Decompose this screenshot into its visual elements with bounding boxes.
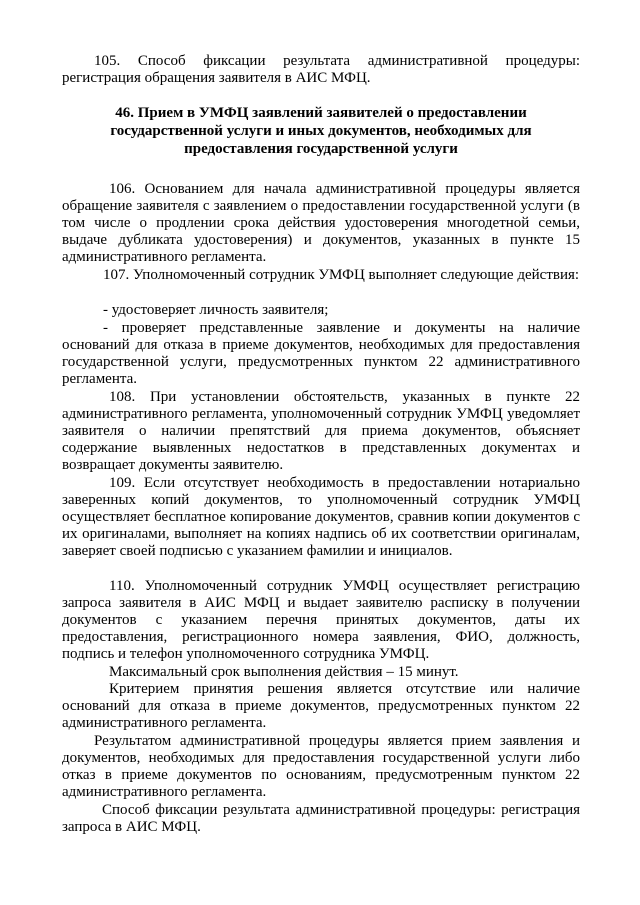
paragraph-106: 106. Основанием для начала административной процедуры является обращение заявителя с заявлением о предоставлении государственной услуги (в том числе о продлении срока действия удостоверения многодетной семьи, выдаче дубликата удостоверения) и документов, указанных в пункте 15 административного регламента.	[62, 181, 580, 266]
result-text: Результатом административной процедуры является прием заявления и документов, необходимых для предоставления государственной услуги либо отказ в приеме документов по основаниям, предусмотренным пунктом 22 административного регламента.	[62, 733, 580, 801]
paragraph-110: 110. Уполномоченный сотрудник УМФЦ осуществляет регистрацию запроса заявителя в АИС МФЦ и выдает заявителю расписку в получении документов с указанием перечня принятых документов, даты их предоставления, регистрационного номера заявления, ФИО, должность, подпись и телефон уполномоченного сотрудника УМФЦ.	[62, 578, 580, 663]
paragraph-108: 108. При установлении обстоятельств, указанных в пункте 22 административного регламента, уполномоченный сотрудник УМФЦ уведомляет заявителя о наличии препятствий для приема документов, объясняет содержание выявленных недостатков в представленных документах и возвращает документы заявителю.	[62, 389, 580, 474]
paragraph-109: 109. Если отсутствует необходимость в предоставлении нотариально заверенных копий документов, то уполномоченный сотрудник УМФЦ осуществляет бесплатное копирование документов, сравнив копии документов с их оригиналами, выполняет на копиях надпись об их соответствии оригиналам, заверяет своей подписью с указанием фамилии и инициалов.	[62, 475, 580, 560]
max-time-text: Максимальный срок выполнения действия – 15 минут.	[109, 664, 459, 680]
paragraph-107: 107. Уполномоченный сотрудник УМФЦ выполняет следующие действия:	[103, 267, 580, 283]
section-heading-46: 46. Прием в УМФЦ заявлений заявителей о предоставлении государственной услуги и иных документов, необходимых для предоставления государственной услуги	[110, 105, 532, 157]
fixation-text: Способ фиксации результата административной процедуры: регистрация запроса в АИС МФЦ.	[62, 802, 580, 836]
paragraph-105: 105. Способ фиксации результата административной процедуры: регистрация обращения заявителя в АИС МФЦ.	[62, 53, 580, 87]
criterion-text: Критерием принятия решения является отсутствие или наличие оснований для отказа в приеме документов, предусмотренных пунктом 22 административного регламента.	[62, 681, 580, 732]
list-item-check-documents: - проверяет представленные заявление и документы на наличие оснований для отказа в приеме документов, необходимых для предоставления государственной услуги, предусмотренных пунктом 22 административного регламента.	[62, 320, 580, 388]
list-item-verify-identity: - удостоверяет личность заявителя;	[103, 302, 329, 318]
